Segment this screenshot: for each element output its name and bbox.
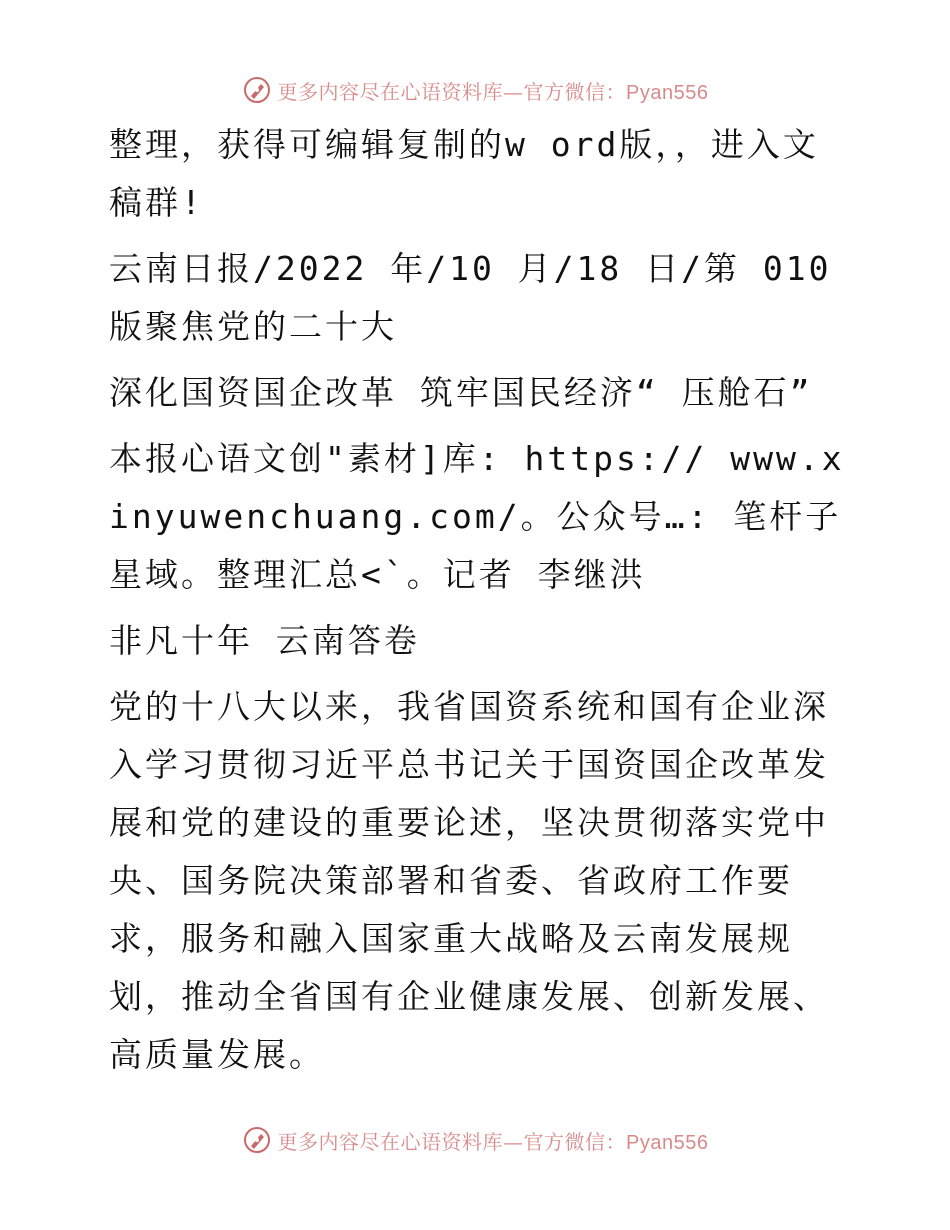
pen-nib-logo-icon [242, 75, 272, 105]
paragraph-source: 云南日报/2022 年/10 月/18 日/第 010 版聚焦党的二十大 [109, 249, 832, 346]
paragraph-byline: 本报心语文创"素材]库: https:// www.xinyuwenchuang.com/。公众号…: 笔杆子星域。整理汇总<`。记者 李继洪 [109, 439, 845, 594]
paragraph-intro: 整理，获得可编辑复制的w ord版，，进入文稿群! [109, 125, 819, 222]
document-body [97, 116, 849, 1084]
footer-watermark [0, 1120, 950, 1160]
section-heading: 非凡十年 云南答卷 [109, 621, 420, 660]
pen-nib-logo-icon [242, 1125, 272, 1155]
article-title: 深化国资国企改革 筑牢国民经济“ 压舱石” [109, 373, 813, 412]
watermark-contact: Pyan556 [626, 81, 709, 104]
header-watermark [0, 70, 950, 110]
watermark-text: 更多内容尽在心语资料库—官方微信：Pyan556 [277, 79, 709, 104]
paragraph-body: 党的十八大以来，我省国资系统和国有企业深入学习贯彻习近平总书记关于国资国企改革发展和党的建设的重要论述，坚决贯彻落实党中央、国务院决策部署和省委、省政府工作要求，服务和融入国家重大战略及云南发展规划，推动全省国有企业健康发展、创新发展、高质量发展。 [109, 687, 829, 1074]
watermark-contact: Pyan556 [626, 1131, 709, 1154]
watermark-text: 更多内容尽在心语资料库—官方微信：Pyan556 [277, 1129, 709, 1154]
